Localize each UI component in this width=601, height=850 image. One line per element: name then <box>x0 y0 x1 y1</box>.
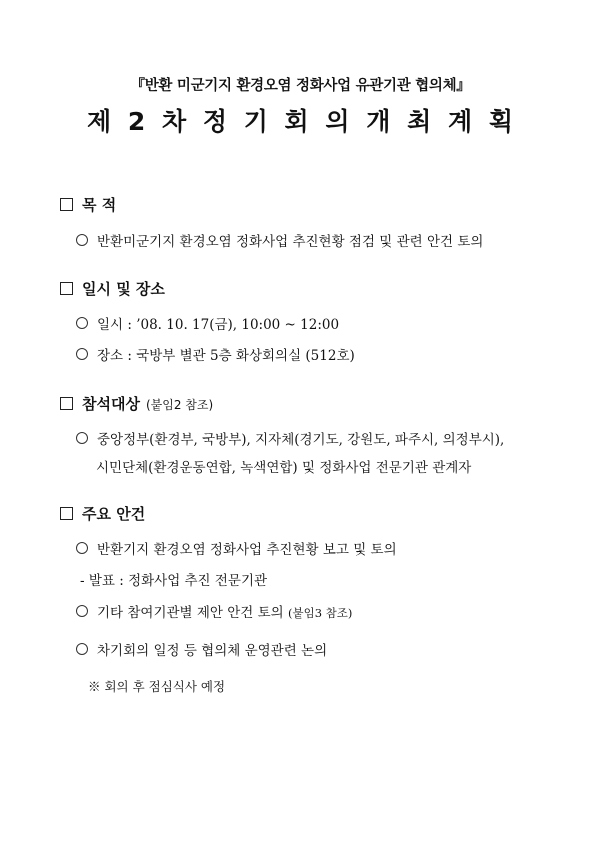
agenda-item-2-reference: (붙임3 참조) <box>288 606 353 620</box>
attendees-line-2: 시민단체(환경운동연합, 녹색연합) 및 정화사업 전문기관 관계자 <box>96 460 472 476</box>
section-attendees-heading <box>60 393 213 414</box>
agenda-item-3 <box>76 639 327 659</box>
agenda-item-2-text: 기타 참여기관별 제안 안건 토의 <box>97 605 284 621</box>
section-datetime-label: 일시 및 장소 <box>82 280 165 298</box>
agenda-item-1 <box>76 538 397 558</box>
agenda-item-2 <box>76 601 352 621</box>
checkbox-square-icon <box>60 198 73 211</box>
attendees-reference-note: (붙임2 참조) <box>145 398 214 412</box>
document-subtitle: 『반환 미군기지 환경오염 정화사업 유관기관 협의체』 <box>130 78 471 94</box>
bullet-circle-icon <box>76 542 88 554</box>
document-title: 제 2 차 정 기 회 의 개 최 계 획 <box>87 107 514 136</box>
purpose-item <box>76 230 483 250</box>
lunch-remark: ※ 회의 후 점심식사 예정 <box>88 679 226 694</box>
bullet-circle-icon <box>76 643 88 655</box>
bullet-circle-icon <box>76 317 88 329</box>
attendees-line-1-text: 중앙정부(환경부, 국방부), 지자체(경기도, 강원도, 파주시, 의정부시), <box>97 432 505 448</box>
section-purpose-heading <box>60 194 116 215</box>
datetime-place <box>76 344 355 364</box>
section-datetime-heading <box>60 278 165 299</box>
datetime-date <box>76 313 339 333</box>
bullet-circle-icon <box>76 348 88 360</box>
agenda-presenter: - 발표 : 정화사업 추진 전문기관 <box>80 573 268 589</box>
section-attendees-label: 참석대상 <box>82 395 140 413</box>
agenda-item-3-text: 차기회의 일정 등 협의체 운영관련 논의 <box>97 643 328 659</box>
section-agenda-heading <box>60 503 145 524</box>
bullet-circle-icon <box>76 432 88 444</box>
checkbox-square-icon <box>60 282 73 295</box>
checkbox-square-icon <box>60 397 73 410</box>
section-purpose-label: 목 적 <box>82 196 117 214</box>
section-agenda-label: 주요 안건 <box>82 505 146 523</box>
datetime-place-text: 장소 : 국방부 별관 5층 화상회의실 (512호) <box>97 348 355 364</box>
attendees-line-1 <box>76 428 504 448</box>
datetime-date-text: 일시 : ’08. 10. 17(금), 10:00 ~ 12:00 <box>97 317 340 333</box>
bullet-circle-icon <box>76 605 88 617</box>
agenda-item-1-text: 반환기지 환경오염 정화사업 추진현황 보고 및 토의 <box>97 542 397 558</box>
bullet-circle-icon <box>76 234 88 246</box>
purpose-item-text: 반환미군기지 환경오염 정화사업 추진현황 점검 및 관련 안건 토의 <box>97 234 484 250</box>
checkbox-square-icon <box>60 507 73 520</box>
